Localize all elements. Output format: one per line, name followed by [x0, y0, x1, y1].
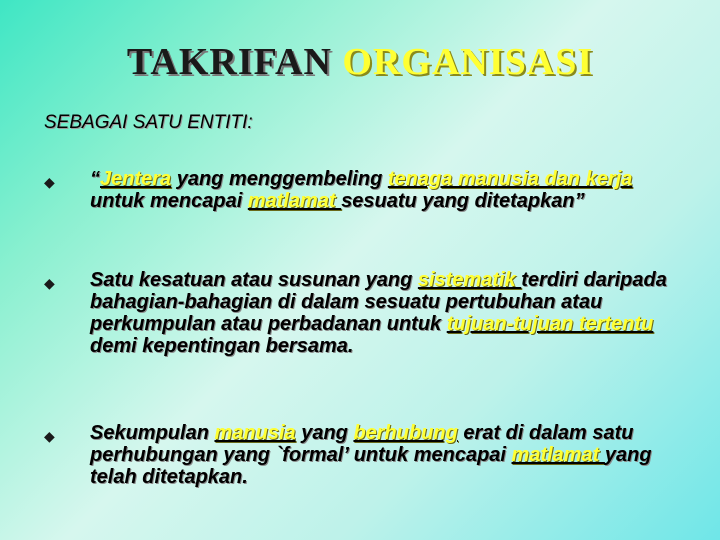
- text-segment: Sekumpulan: [90, 422, 215, 444]
- text-segment: sesuatu yang ditetapkan”: [341, 190, 585, 212]
- diamond-bullet-icon: ◆: [44, 275, 55, 291]
- text-segment: terdiri daripada bahagian-bahagian di dalam sesuatu pertubuhan atau perkumpulan atau perbadanan untuk: [90, 269, 667, 335]
- bullet-text-3: [90, 422, 690, 488]
- slide-title: [0, 40, 720, 84]
- slide-subtitle: SEBAGAI SATU ENTITI:: [44, 112, 253, 133]
- diamond-bullet-icon: ◆: [44, 428, 55, 444]
- highlighted-term: Jentera: [100, 168, 172, 190]
- highlighted-term: manusia: [214, 422, 296, 444]
- text-segment: untuk mencapai: [90, 190, 248, 212]
- highlighted-term: sistematik: [417, 269, 522, 291]
- diamond-bullet-icon: ◆: [44, 174, 55, 190]
- title-part-1: TAKRIFAN: [126, 41, 332, 83]
- text-segment: yang: [295, 422, 354, 444]
- highlighted-term: tujuan-tujuan tertentu: [446, 313, 654, 335]
- bullet-text-2: [90, 269, 690, 357]
- highlighted-term: tenaga manusia dan kerja: [387, 168, 633, 190]
- bullet-text-1: [90, 168, 690, 212]
- text-segment: demi kepentingan bersama.: [90, 335, 354, 357]
- text-segment: yang telah ditetapkan.: [90, 444, 652, 488]
- text-segment: erat di dalam satu perhubungan yang `formal’ untuk mencapai: [90, 422, 634, 466]
- highlighted-term: matlamat: [511, 444, 605, 466]
- highlighted-term: matlamat: [247, 190, 342, 212]
- highlighted-term: berhubung: [353, 422, 458, 444]
- text-segment: “: [90, 168, 100, 190]
- text-segment: Satu kesatuan atau susunan yang: [90, 269, 418, 291]
- title-part-2: ORGANISASI: [342, 41, 594, 83]
- text-segment: yang menggembeling: [171, 168, 388, 190]
